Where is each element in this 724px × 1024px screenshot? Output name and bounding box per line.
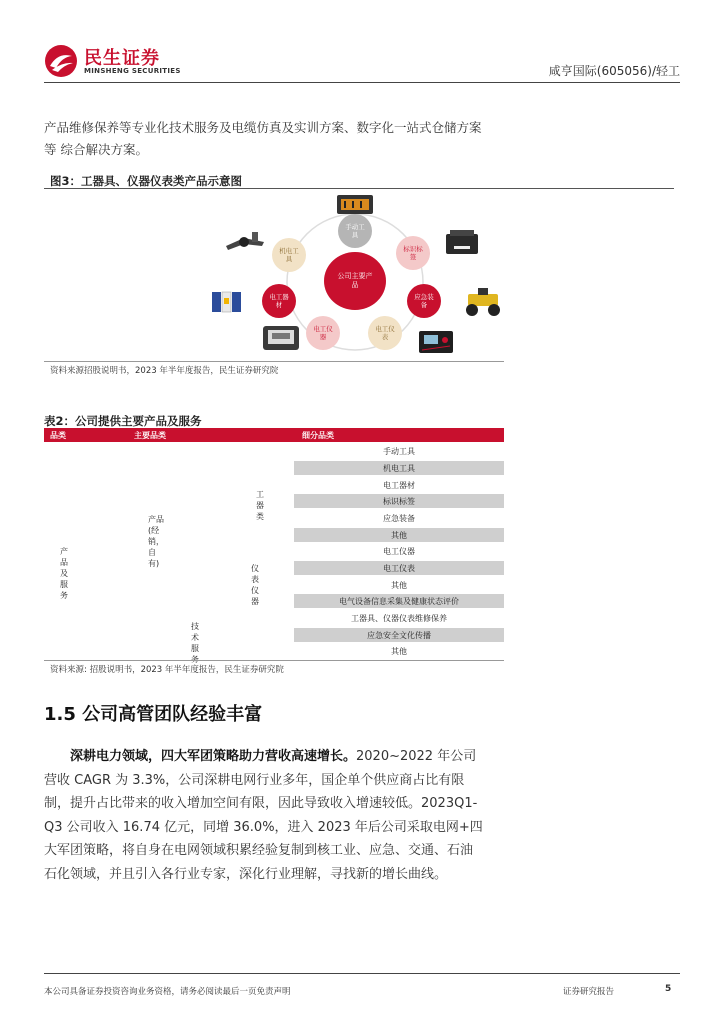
meter-case-image (416, 326, 456, 356)
table-category: 产品及服务 (60, 547, 68, 600)
footer-disclaimer: 本公司具备证券投资咨询业务资格，请务必阅读最后一页免责声明 (44, 987, 291, 997)
crimping-tool-image (222, 228, 268, 258)
table-subgroup-tools: 工器类 (256, 490, 264, 521)
table-group-services: 技术服 (191, 622, 199, 653)
label-printer-image (442, 228, 482, 258)
node-manual-tools: 手动工具 (338, 214, 372, 248)
node-meters: 电工仪表 (368, 316, 402, 350)
figure-title: 图3：工器具、仪器仪表类产品示意图 (50, 174, 242, 188)
table-row: 电工仪器 (383, 546, 415, 556)
section-body (44, 745, 484, 886)
center-node: 公司主要产品 (324, 252, 386, 310)
brand-name-en: MINSHENG SECURITIES (84, 67, 181, 75)
brand-name-cn: 民生证券 (84, 48, 160, 69)
node-power-tools: 机电工具 (272, 238, 306, 272)
table-row: 标识标签 (294, 494, 504, 508)
table-source-divider (44, 660, 504, 661)
table-row: 电气设备信息采集及健康状态评价 (294, 594, 504, 608)
table-source: 资料来源: 招股说明书，2023 年半年度报告，民生证券研究院 (50, 665, 284, 675)
node-emergency: 应急装备 (407, 284, 441, 318)
section-title: 1.5 公司高管团队经验丰富 (44, 704, 263, 725)
table-header (44, 428, 504, 442)
header-category: 品类 (50, 431, 66, 440)
table-row: 电工仪表 (294, 561, 504, 575)
header-main: 主要品类 (134, 431, 166, 440)
table-row: 手动工具 (383, 446, 415, 456)
page-number: 5 (665, 984, 672, 994)
product-cycle-diagram (210, 192, 510, 360)
minsheng-logo-icon (44, 44, 78, 78)
tool-case-image (335, 192, 375, 216)
breaker-image (210, 288, 246, 316)
footer-doc-type: 证券研究报告 (563, 987, 615, 997)
intro-line-2: 等 综合解决方案。 (44, 142, 148, 157)
table-row: 其他 (391, 580, 407, 590)
section-text: 2020~2022 年公司营收 CAGR 为 3.3%，公司深耕电网行业多年，国企单个供应商占比有限制，提升占比带来的收入增加空间有限，因此导致收入增速较低。2023Q1-Q3 公司收入 16.74 亿元，同增 36.0%，进入 2023 年后公司采取电网+四大军团策略，将自身在电网领域积累经验复制到核工业、应急、交通、石油石化领域，并且引入各行业专家，深化行业理解，寻找新的增长曲线。 (44, 749, 483, 882)
table-row: 应急安全文化传播 (294, 628, 504, 642)
instrument-case-image (260, 322, 302, 354)
figure-source: 资料来源招股说明书，2023 年半年度报告，民生证券研究院 (50, 366, 279, 376)
node-instruments: 电工仪器 (306, 316, 340, 350)
table-title: 表2：公司提供主要产品及服务 (44, 414, 202, 428)
table-row: 其他 (391, 646, 407, 656)
table-subgroup-instruments: 仪表仪器 (251, 564, 259, 606)
node-labels: 标识标签 (396, 236, 430, 270)
table-row: 工器具、仪器仪表维修保养 (351, 613, 447, 623)
report-tag: 咸亨国际(605056)/轻工 (548, 64, 680, 78)
table-row: 应急装备 (383, 513, 415, 523)
table-row: 其他 (294, 528, 504, 542)
emergency-robot-image (458, 284, 508, 318)
table-row: 机电工具 (294, 461, 504, 475)
figure-source-divider (44, 361, 504, 362)
table-group-products: 产品(经销，自有) (148, 515, 164, 568)
intro-line-1: 产品维修保养等专业化技术服务及电缆仿真及实训方案、数字化一站式仓储方案 (44, 120, 482, 135)
header-sub: 细分品类 (302, 431, 334, 440)
figure-divider (44, 188, 674, 189)
node-materials: 电工器材 (262, 284, 296, 318)
section-lead: 深耕电力领域，四大军团策略助力营收高速增长。 (70, 749, 357, 764)
header-divider (44, 82, 680, 83)
footer-divider (44, 973, 680, 974)
table-row: 电工器材 (383, 480, 415, 490)
